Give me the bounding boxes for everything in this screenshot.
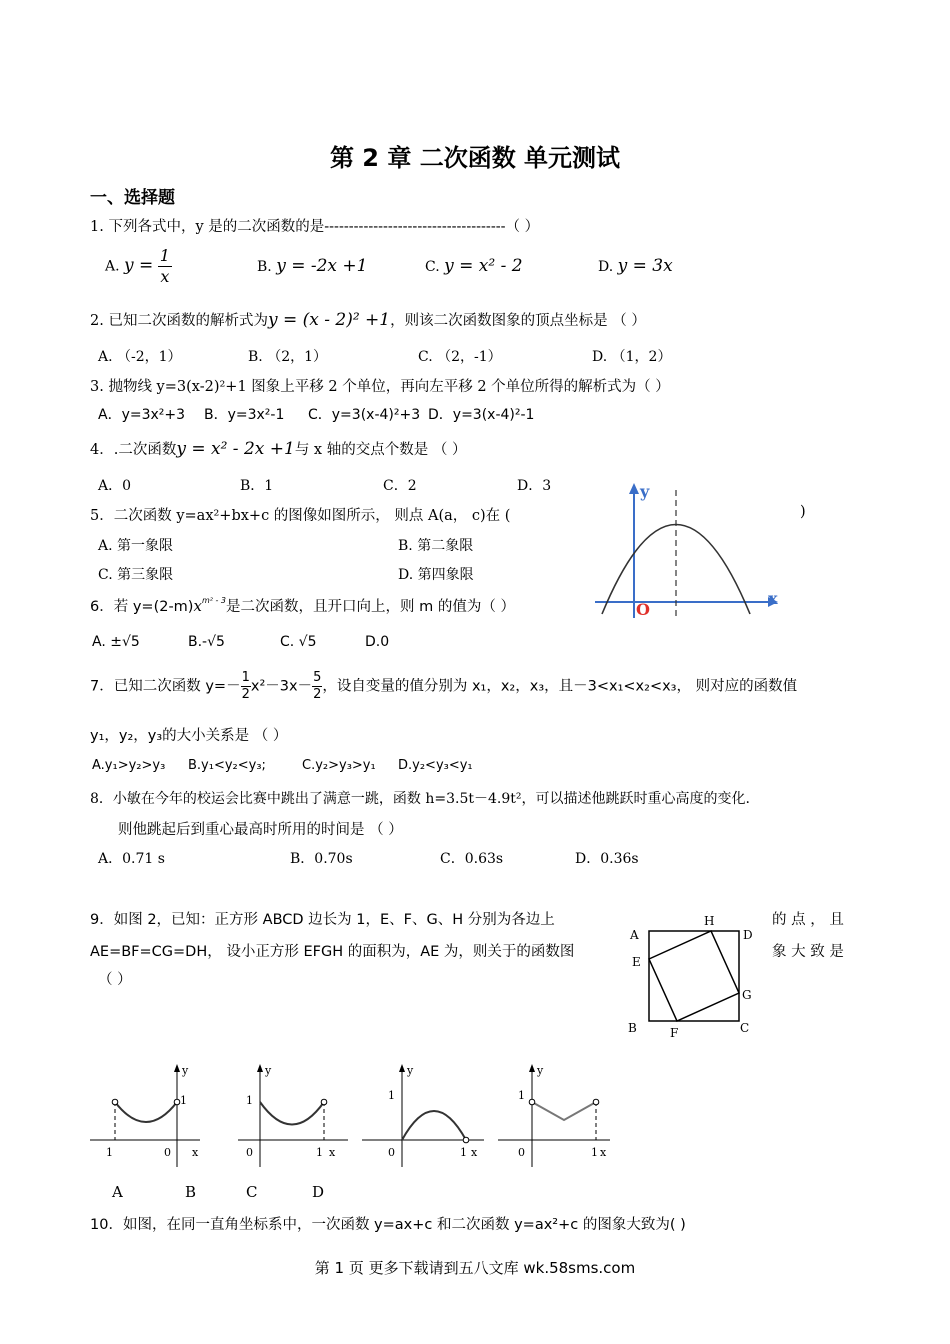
q4-option-c: C．2: [383, 478, 417, 494]
svg-text:x: x: [329, 1146, 336, 1159]
page-footer: 第 1 页 更多下载请到五八文库 wk.58sms.com: [314, 1259, 636, 1277]
q7-fraction-2: $\frac{5}{2}$: [313, 670, 322, 702]
q4-option-b: B．1: [240, 478, 274, 494]
q9-line1-right: 的 点 ， 且: [772, 912, 844, 928]
q10-stem: 10．如图，在同一直角坐标系中，一次函数 y=ax+c 和二次函数 y=ax²+c 的图象大致为( ): [90, 1217, 686, 1233]
page-title: 第 2 章 二次函数 单元测试: [329, 144, 621, 172]
svg-text:1: 1: [246, 1094, 253, 1107]
q8-option-a: A．0.71 s: [98, 851, 165, 867]
svg-text:y: y: [537, 1064, 544, 1077]
q9-line1: 9．如图 2，已知：正方形 ABCD 边长为 1，E、F、G、H 分别为各边上: [90, 912, 555, 928]
q9-label-c: C: [246, 1183, 258, 1201]
q7-option-c: C.y₂>y₃>y₁: [302, 758, 376, 773]
q9-label-b: B: [185, 1183, 197, 1201]
q2-stem: 2. 已知二次函数的解析式为y = (x - 2)² +1，则该二次函数图象的顶点坐标是 （ ）: [90, 310, 646, 330]
q7-stem: 7．已知二次函数 y=－ $\frac{1}{2}$ x²－3x－ $\frac{5}{2}$ ，设自变量的值分别为 x₁，x₂，x₃，且－3<x₁<x₂<x₃， 则对应的函数值: [90, 670, 798, 702]
svg-text:1: 1: [106, 1146, 113, 1159]
q9-line3: （ ）: [98, 972, 132, 988]
label-b: B: [628, 1021, 637, 1035]
origin-label: O: [636, 600, 650, 619]
q1-option-c: C. y = x² - 2: [425, 256, 523, 276]
q4-option-d: D．3: [517, 478, 552, 494]
q7-option-b: B.y₁<y₂<y₃;: [188, 758, 266, 773]
x-label: x: [768, 589, 778, 608]
q3-option-a: A．y=3x²+3: [98, 407, 186, 423]
svg-text:y: y: [182, 1064, 189, 1077]
q5-stem: 5．二次函数 y=ax²+bx+c 的图像如图所示， 则点 A(a， c)在 (: [90, 508, 511, 524]
q6-option-a: A. ±√5: [92, 634, 140, 650]
y-axis-arrow: [629, 483, 639, 494]
q2-option-d: D. （1，2）: [592, 349, 672, 365]
svg-text:1: 1: [518, 1089, 525, 1102]
svg-text:1: 1: [591, 1146, 598, 1159]
q9-line2: AE=BF=CG=DH， 设小正方形 EFGH 的面积为，AE 为，则关于的函数图: [90, 944, 575, 960]
label-a: A: [630, 928, 639, 942]
q3-option-c: C．y=3(x-4)²+3: [308, 407, 421, 423]
q5-option-d: D. 第四象限: [398, 567, 474, 583]
y-label: y: [640, 482, 650, 501]
q1-option-d: D. y = 3x: [598, 256, 673, 276]
q7-option-a: A.y₁>y₂>y₃: [92, 758, 166, 773]
svg-text:0: 0: [164, 1146, 171, 1159]
label-d: D: [743, 928, 753, 942]
svg-text:1: 1: [316, 1146, 323, 1159]
label-e: E: [632, 955, 641, 969]
q7-option-d: D.y₂<y₃<y₁: [398, 758, 473, 773]
square-efgh: [649, 931, 739, 1021]
q5-option-b: B. 第二象限: [398, 538, 474, 554]
label-c: C: [740, 1021, 750, 1035]
svg-text:y: y: [407, 1064, 414, 1077]
svg-text:0: 0: [518, 1146, 525, 1159]
q8-option-d: D．0.36s: [575, 851, 639, 867]
q8-stem-line1: 8．小敏在今年的校运会比赛中跳出了满意一跳，函数 h=3.5t－4.9t²，可以描述他跳跃时重心高度的变化.: [90, 791, 750, 807]
svg-text:0: 0: [388, 1146, 395, 1159]
q1-stem: 1. 下列各式中，y 是的二次函数的是-------------------------------------（ ）: [90, 219, 540, 235]
q4-stem: 4．.二次函数y = x² - 2x +1与 x 轴的交点个数是 （ ）: [90, 439, 467, 459]
graph-c: [360, 1062, 485, 1170]
q6-option-d: D.0: [365, 634, 390, 650]
svg-text:x: x: [471, 1146, 478, 1159]
svg-text:1: 1: [388, 1089, 395, 1102]
q1-option-b: B. y = -2x +1: [257, 256, 368, 276]
q6-stem: 6．若 $y=(2-m)x^{m^2 - 3}$是二次函数，且开口向上，则 m 的值为（ ）: [90, 596, 515, 615]
label-h: H: [704, 914, 715, 928]
svg-text:0: 0: [246, 1146, 253, 1159]
q3-option-d: D．y=3(x-4)²-1: [428, 407, 535, 423]
svg-text:y: y: [265, 1064, 272, 1077]
q4-option-a: A．0: [98, 478, 132, 494]
q5-option-a: A. 第一象限: [98, 538, 174, 554]
q2-option-a: A. （-2，1）: [98, 349, 182, 365]
q6-option-c: C. √5: [280, 634, 317, 650]
y-arrow: [174, 1064, 180, 1072]
square-abcd: [649, 931, 739, 1021]
section-heading: 一、选择题: [90, 188, 175, 208]
q6-option-b: B.-√5: [188, 634, 225, 650]
curve: [115, 1102, 177, 1122]
q8-stem-line2: 则他跳起后到重心最高时所用的时间是 （ ）: [118, 822, 403, 838]
q1-option-a: A. y = $\frac{1}{x}$: [105, 246, 170, 286]
svg-text:x: x: [600, 1146, 607, 1159]
q9-line2-right: 象 大 致 是: [772, 944, 844, 960]
q3-option-b: B．y=3x²-1: [204, 407, 285, 423]
graph-a: [88, 1062, 200, 1170]
square-figure: [622, 908, 762, 1038]
q2-option-c: C. （2，-1）: [418, 349, 502, 365]
svg-text:x: x: [192, 1146, 199, 1159]
q8-option-b: B．0.70s: [290, 851, 353, 867]
q3-stem: 3. 抛物线 y=3(x-2)²+1 图象上平移 2 个单位，再向左平移 2 个单位所得的解析式为（ ）: [90, 379, 670, 395]
graph-d: [496, 1062, 611, 1170]
q5-option-c: C. 第三象限: [98, 567, 174, 583]
graph-b: [236, 1062, 348, 1170]
q9-label-a: A: [112, 1183, 123, 1201]
svg-text:1: 1: [460, 1146, 467, 1159]
q7-fraction-1: $\frac{1}{2}$: [241, 670, 250, 702]
q8-option-c: C．0.63s: [440, 851, 504, 867]
q9-label-d: D: [312, 1183, 325, 1201]
parabola-figure: [590, 478, 790, 620]
label-g: G: [742, 988, 752, 1002]
label-f: F: [670, 1026, 679, 1038]
svg-text:1: 1: [180, 1094, 187, 1107]
q5-stem-close: ): [800, 504, 806, 520]
q2-option-b: B. （2，1）: [248, 349, 328, 365]
q1-a-fraction: $\frac{1}{x}$: [159, 246, 170, 286]
q7-stem-line2: y₁，y₂，y₃的大小关系是 （ ）: [90, 728, 288, 744]
